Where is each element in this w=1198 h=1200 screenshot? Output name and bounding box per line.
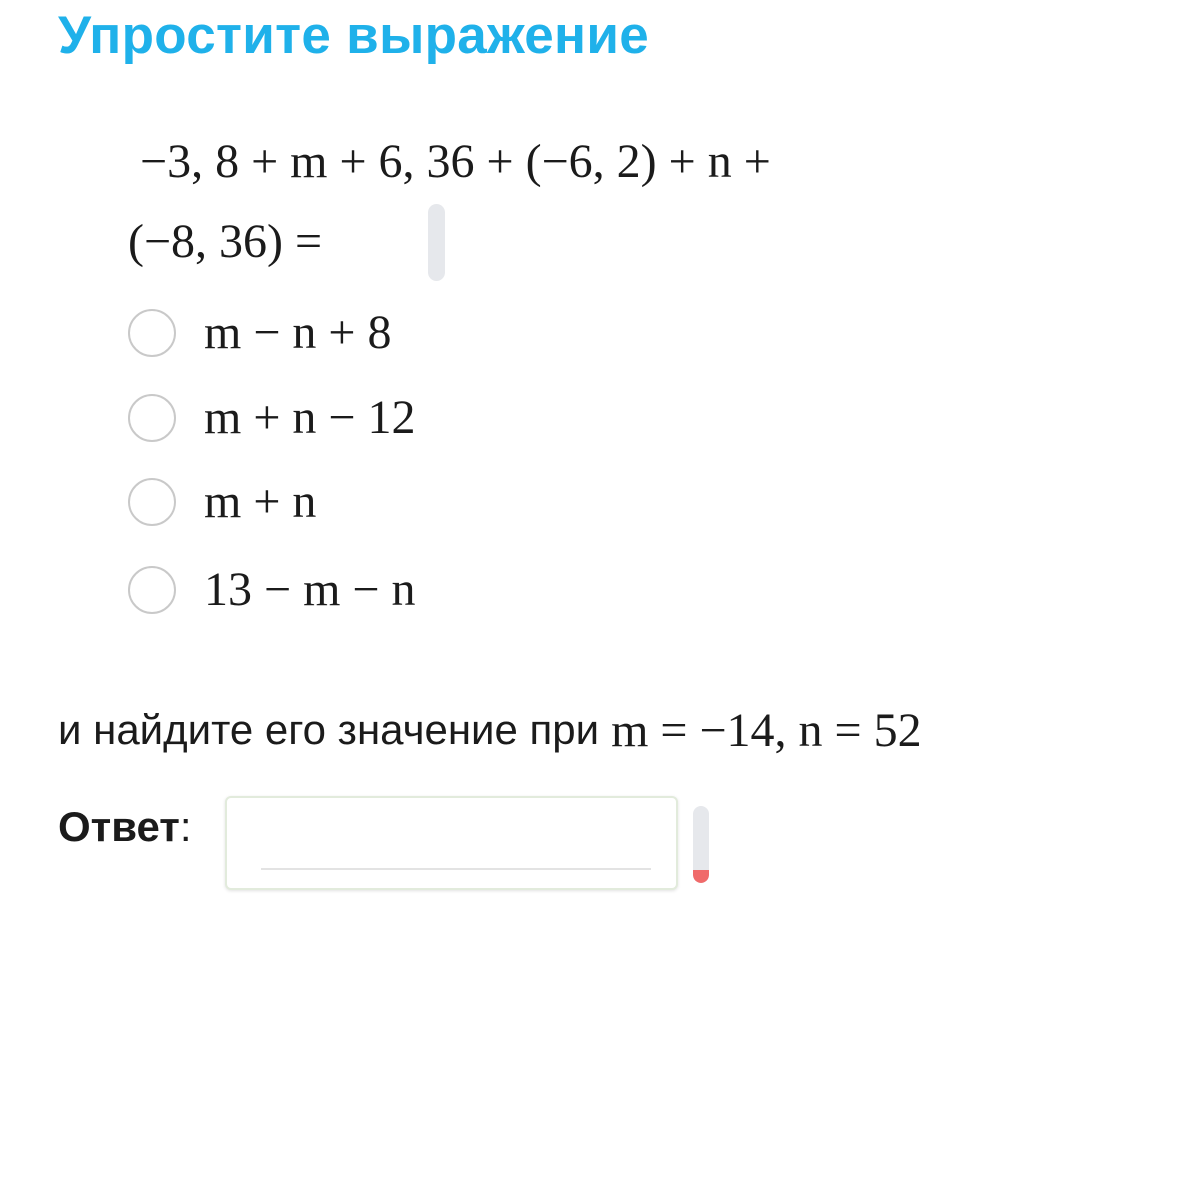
answer-status-fill <box>693 870 709 883</box>
task-text: и найдите его значение при <box>58 706 600 753</box>
expression-line-2: (−8, 36) = <box>128 215 323 268</box>
answer-field-container[interactable] <box>225 796 678 890</box>
answer-input[interactable] <box>261 828 651 870</box>
option-4[interactable] <box>128 563 415 617</box>
expression-line-1: −3, 8 + m + 6, 36 + (−6, 2) + n + <box>140 135 771 188</box>
radio-button[interactable] <box>128 309 176 357</box>
option-label: m + n <box>204 475 317 528</box>
option-label: m + n − 12 <box>204 391 416 444</box>
task-condition: m = −14, n = 52 <box>611 703 922 757</box>
answer-drop-slot[interactable] <box>428 204 445 281</box>
answer-label <box>58 802 192 852</box>
answer-label-colon: : <box>179 803 192 850</box>
option-label: m − n + 8 <box>204 306 392 359</box>
radio-button[interactable] <box>128 478 176 526</box>
option-1[interactable] <box>128 306 391 360</box>
radio-button[interactable] <box>128 394 176 442</box>
answer-status-indicator <box>693 806 709 883</box>
page-title: Упростите выражение <box>58 6 650 65</box>
option-2[interactable] <box>128 391 415 445</box>
answer-label-text: Ответ <box>58 803 180 850</box>
option-3[interactable] <box>128 475 316 529</box>
option-label: 13 − m − n <box>204 563 416 616</box>
radio-button[interactable] <box>128 566 176 614</box>
task-statement <box>58 698 922 762</box>
